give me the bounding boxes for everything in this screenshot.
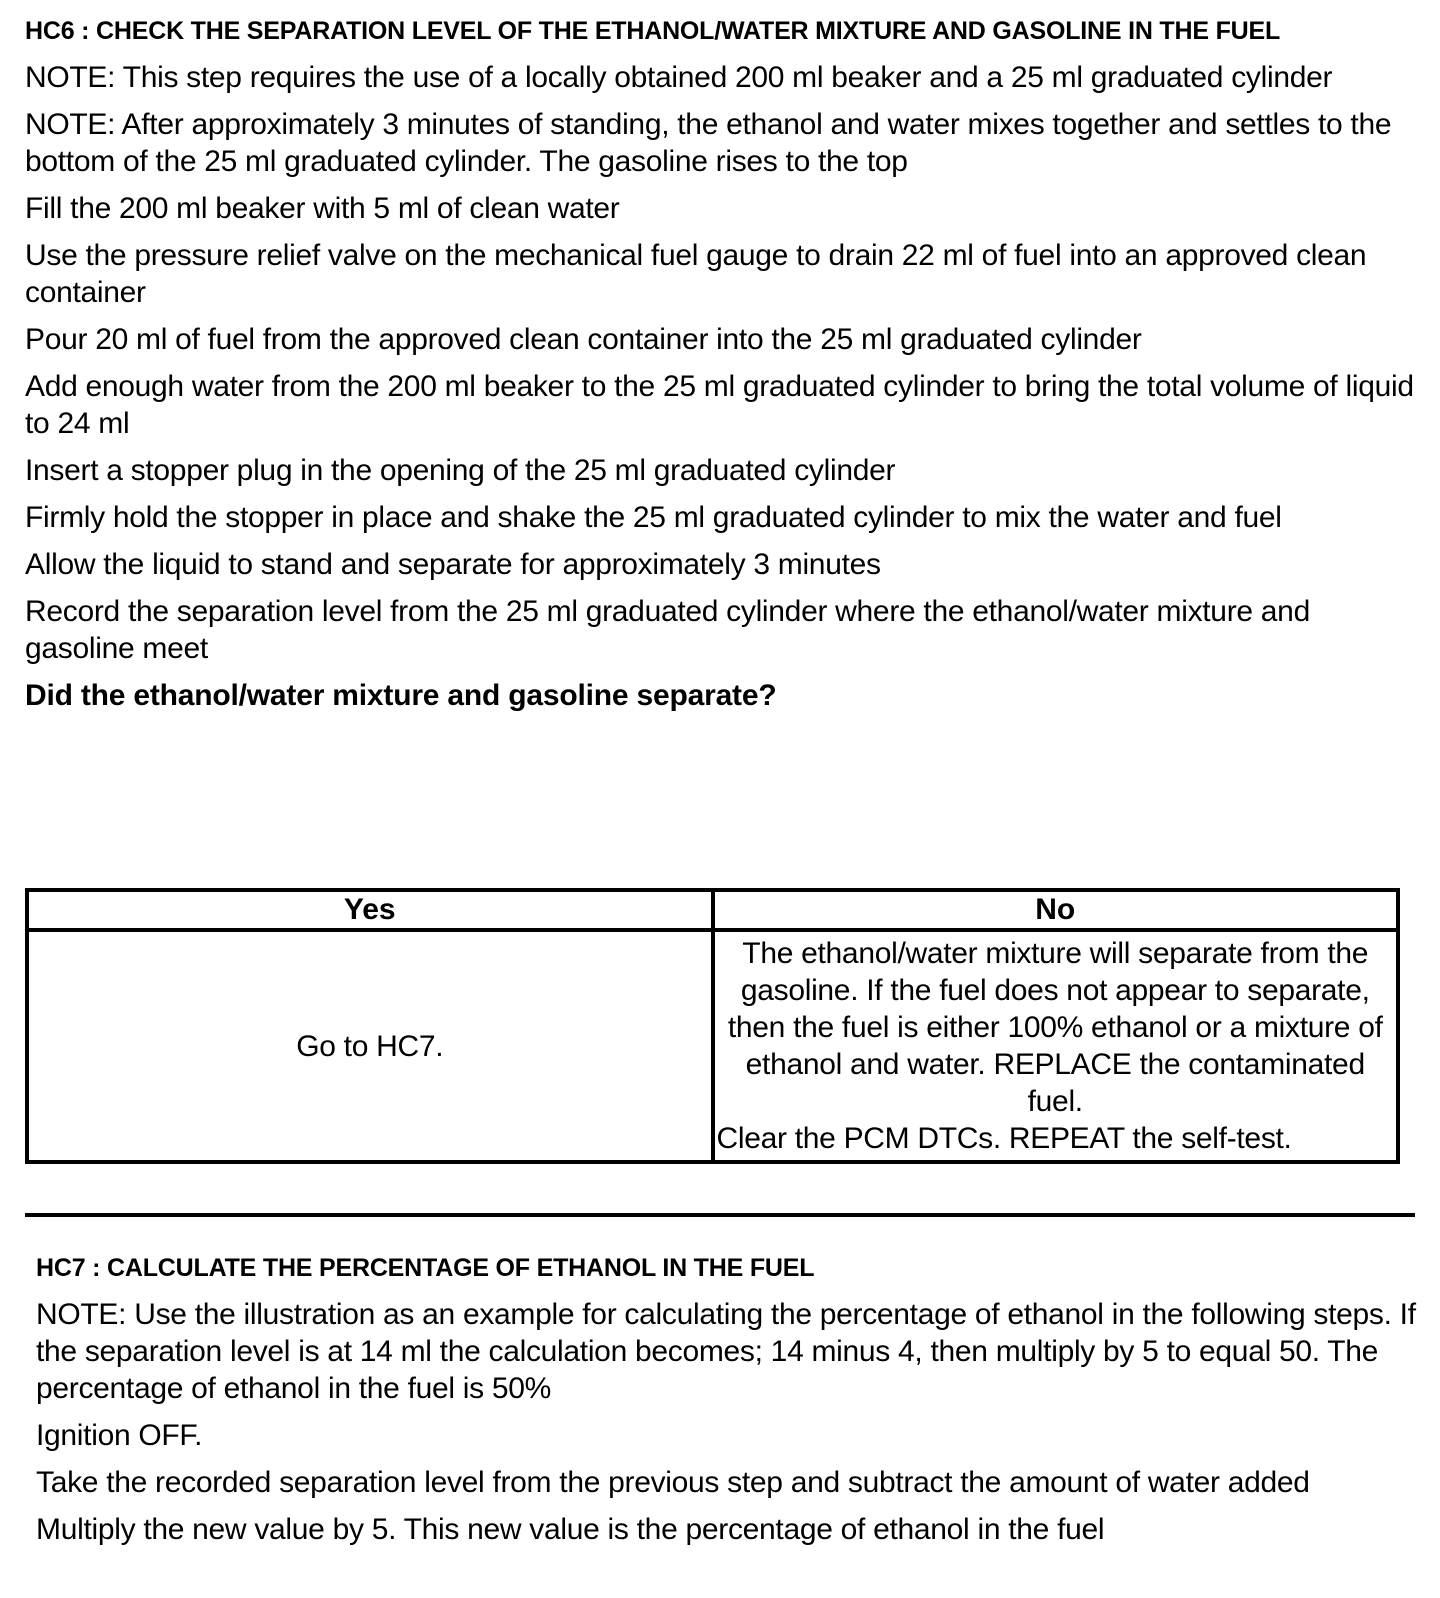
hc6-step-pour-fuel: Pour 20 ml of fuel from the approved clean container into the 25 ml graduated cylinder	[25, 323, 1142, 356]
section-divider	[25, 1213, 1415, 1217]
hc6-note-1: NOTE: This step requires the use of a locally obtained 200 ml beaker and a 25 ml graduated cylinder	[25, 61, 1333, 94]
hc6-question: Did the ethanol/water mixture and gasoline separate?	[25, 679, 777, 712]
hc6-step-insert-stopper: Insert a stopper plug in the opening of the 25 ml graduated cylinder	[25, 454, 896, 487]
hc6-step-drain-fuel: Use the pressure relief valve on the mechanical fuel gauge to drain 22 ml of fuel into an approved clean container	[25, 239, 1367, 309]
no-cell	[713, 930, 1399, 1162]
hc6-step-fill-beaker: Fill the 200 ml beaker with 5 ml of clean water	[25, 192, 620, 225]
hc6-step-shake: Firmly hold the stopper in place and shake the 25 ml graduated cylinder to mix the water and fuel	[25, 501, 1282, 534]
no-header: No	[713, 890, 1399, 930]
hc6-step-add-water: Add enough water from the 200 ml beaker to the 25 ml graduated cylinder to bring the total volume of liquid to 24 ml	[25, 370, 1414, 440]
hc6-step-record-level: Record the separation level from the 25 ml graduated cylinder where the ethanol/water mixture and gasoline meet	[25, 595, 1310, 665]
table-header-row	[27, 890, 1398, 930]
hc7-title: HC7 : CALCULATE THE PERCENTAGE OF ETHANOL IN THE FUEL	[36, 1254, 815, 1282]
hc6-section	[25, 16, 1415, 714]
hc7-section	[36, 1253, 1416, 1558]
table-row	[27, 930, 1398, 1162]
yes-cell	[27, 930, 713, 1162]
hc6-note-2: NOTE: After approximately 3 minutes of standing, the ethanol and water mixes together and settles to the bottom of the 25 ml graduated cylinder. The gasoline rises to the top	[25, 108, 1392, 178]
yes-no-table	[25, 888, 1400, 1164]
hc7-step-multiply: Multiply the new value by 5. This new value is the percentage of ethanol in the fuel	[36, 1513, 1105, 1546]
hc7-note: NOTE: Use the illustration as an example for calculating the percentage of ethanol in the following steps. If the separation level is at 14 ml the calculation becomes; 14 minus 4, then multiply by 5 to equal 50. The percentage of ethanol in the fuel is 50%	[36, 1298, 1416, 1405]
hc6-title: HC6 : CHECK THE SEPARATION LEVEL OF THE ETHANOL/WATER MIXTURE AND GASOLINE IN THE FUEL	[25, 17, 1281, 45]
hc7-step-ignition-off: Ignition OFF.	[36, 1419, 203, 1452]
yes-action-text: Go to HC7.	[296, 1029, 444, 1063]
yes-header: Yes	[27, 890, 713, 930]
hc6-step-stand: Allow the liquid to stand and separate for approximately 3 minutes	[25, 548, 881, 581]
no-action-text-2: Clear the PCM DTCs. REPEAT the self-test.	[716, 1122, 1292, 1155]
no-action-text: The ethanol/water mixture will separate from the gasoline. If the fuel does not appear to separate, then the fuel is either 100% ethanol or a mixture of ethanol and water. REPLACE the contaminated fuel.	[727, 937, 1383, 1118]
hc7-step-subtract: Take the recorded separation level from the previous step and subtract the amount of water added	[36, 1466, 1310, 1499]
